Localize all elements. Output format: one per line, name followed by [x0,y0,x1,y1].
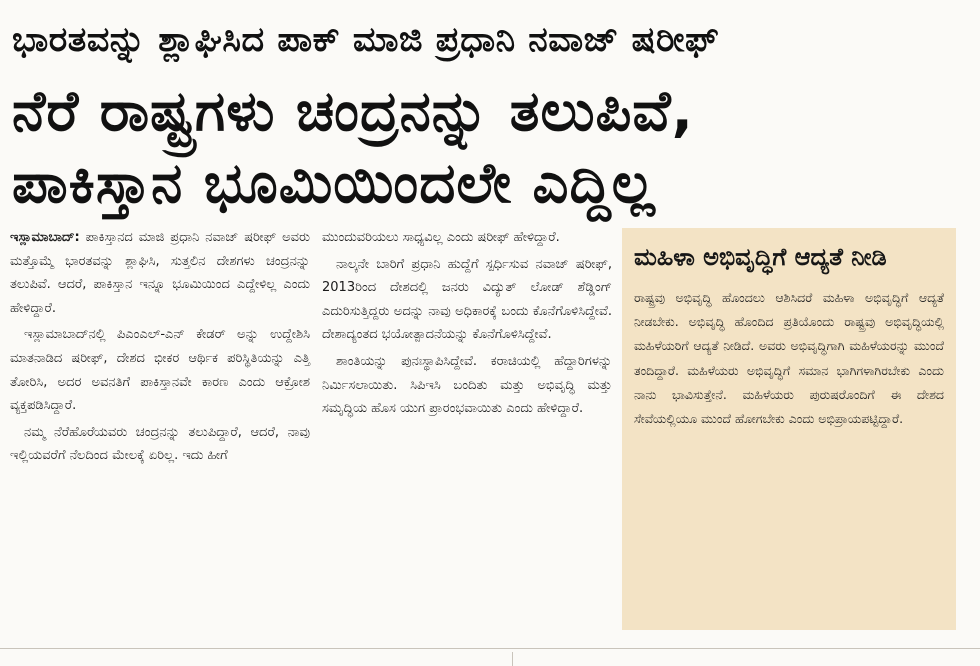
column-divider [512,652,513,666]
sidebar-title: ಮಹಿಳಾ ಅಭಿವೃದ್ಧಿಗೆ ಆದ್ಯತೆ ನೀಡಿ [634,243,887,271]
sidebar-body: ರಾಷ್ಟ್ರವು ಅಭಿವೃದ್ಧಿ ಹೊಂದಲು ಆಶಿಸಿದರೆ ಮಹಿಳಾ ಅಭಿವೃದ್ಧಿಗೆ ಆದ್ಯತೆ ನೀಡಬೇಕು. ಅಭಿವೃದ್ಧಿ ಹೊಂದಿದ ಪ್ರತಿಯೊಂದು ರಾಷ್ಟ್ರವು ಅಭಿವೃದ್ಧಿಯಲ್ಲಿ ಮಹಿಳೆಯರಿಗೆ ಆದ್ಯತೆ ನೀಡಿದೆ. ಅವರು ಅಭಿವೃದ್ಧಿಗಾಗಿ ಮಹಿಳೆಯರನ್ನು ಮುಂದೆ ತಂದಿದ್ದಾರೆ. ಮಹಿಳೆಯರು ಅಭಿವೃದ್ಧಿಗೆ ಸಮಾನ ಭಾಗಿಗಳಾಗಿರಬೇಕು ಎಂದು ನಾನು ಭಾವಿಸುತ್ತೇನೆ. ಮಹಿಳೆಯರು ಪುರುಷರೊಂದಿಗೆ ಈ ದೇಶದ ಸೇವೆಯಲ್ಲಿಯೂ ಮುಂದೆ ಹೋಗಬೇಕು ಎಂದು ಅಭಿಪ್ರಾಯಪಟ್ಟಿದ್ದಾರೆ. [634,290,944,427]
article-paragraph: ಶಾಂತಿಯನ್ನು ಪುನಃಸ್ಥಾಪಿಸಿದ್ದೇವೆ. ಕರಾಚಿಯಲ್ಲಿ ಹೆದ್ದಾರಿಗಳನ್ನು ನಿರ್ಮಿಸಲಾಯಿತು. ಸಿಪಿಇಸಿ ಬಂದಿತು ಮತ್ತು ಅಭಿವೃದ್ಧಿ ಮತ್ತು ಸಮೃದ್ಧಿಯ ಹೊಸ ಯುಗ ಪ್ರಾರಂಭವಾಯಿತು ಎಂದು ಹೇಳಿದ್ದಾರೆ. [322,353,612,417]
sidebar-box [622,228,956,630]
article-column-2 [322,226,612,424]
article-paragraph [10,226,310,320]
article-paragraph: ಮುಂದುವರಿಯಲು ಸಾಧ್ಯವಿಲ್ಲ ಎಂದು ಷರೀಫ್ ಹೇಳಿದ್ದಾರೆ. [322,230,560,245]
article-paragraph: ಇಸ್ಲಾಮಾಬಾದ್‌ನಲ್ಲಿ ಪಿಎಂಎಲ್-ಎನ್ ಕೇಡರ್ ಅನ್ನು ಉದ್ದೇಶಿಸಿ ಮಾತನಾಡಿದ ಷರೀಫ್, ದೇಶದ ಭೀಕರ ಆರ್ಥಿಕ ಪರಿಸ್ಥಿತಿಯನ್ನು ಎತ್ತಿ ತೋರಿಸಿ, ಅದರ ಅವನತಿಗೆ ಪಾಕಿಸ್ತಾನವೇ ಕಾರಣ ಎಂದು ಆಕ್ರೋಶ ವ್ಯಕ್ತಪಡಿಸಿದ್ದಾರೆ. [10,327,310,414]
headline-line-2: ಪಾಕಿಸ್ತಾನ ಭೂಮಿಯಿಂದಲೇ ಎದ್ದಿಲ್ಲ [12,151,656,216]
article-paragraph: ನಮ್ಮ ನೆರೆಹೊರೆಯವರು ಚಂದ್ರನನ್ನು ತಲುಪಿದ್ದಾರೆ, ಆದರೆ, ನಾವು ಇಲ್ಲಿಯವರೆಗೆ ನೆಲದಿಂದ ಮೇಲಕ್ಕೆ ಏರಿಲ್ಲ. ಇದು ಹೀಗೆ [10,424,310,464]
divider-rule [0,648,980,649]
article-paragraph: ನಾಲ್ಕನೇ ಬಾರಿಗೆ ಪ್ರಧಾನಿ ಹುದ್ದೆಗೆ ಸ್ಪರ್ಧಿಸುವ ನವಾಜ್ ಷರೀಫ್, 2013ರಿಂದ ದೇಶದಲ್ಲಿ ಜನರು ವಿದ್ಯುತ್ ಲೋಡ್ ಶೆಡ್ಡಿಂಗ್ ಎದುರಿಸುತ್ತಿದ್ದರು ಅದನ್ನು ನಾವು ಅಧಿಕಾರಕ್ಕೆ ಬಂದು ಕೊನೆಗೊಳಿಸಿದ್ದೇವೆ. ದೇಶಾದ್ಯಂತದ ಭಯೋತ್ಪಾದನೆಯನ್ನು ಕೊನೆಗೊಳಿಸಿದ್ದೇವೆ. [322,256,612,343]
dateline: ಇಸ್ಲಾಮಾಬಾದ್: [10,230,80,245]
article-column-1 [10,226,310,471]
headline-line-1: ನೆರೆ ರಾಷ್ಟ್ರಗಳು ಚಂದ್ರನನ್ನು ತಲುಪಿವೆ, [12,79,694,144]
paragraph-text: ಪಾಕಿಸ್ತಾನದ ಮಾಜಿ ಪ್ರಧಾನಿ ನವಾಜ್ ಷರೀಫ್ ಅವರು ಮತ್ತೊಮ್ಮೆ ಭಾರತವನ್ನು ಶ್ಲಾಘಿಸಿ, ಸುತ್ತಲಿನ ದೇಶಗಳು ಚಂದ್ರನನ್ನು ತಲುಪಿವೆ. ಆದರೆ, ಪಾಕಿಸ್ತಾನ ಇನ್ನೂ ಭೂಮಿಯಿಂದ ಎದ್ದೇಳಿಲ್ಲ ಎಂದು ಹೇಳಿದ್ದಾರೆ. [10,230,310,316]
article-kicker: ಭಾರತವನ್ನು ಶ್ಲಾಘಿಸಿದ ಪಾಕ್ ಮಾಜಿ ಪ್ರಧಾನಿ ನವಾಜ್ ಷರೀಫ್ [12,20,720,60]
